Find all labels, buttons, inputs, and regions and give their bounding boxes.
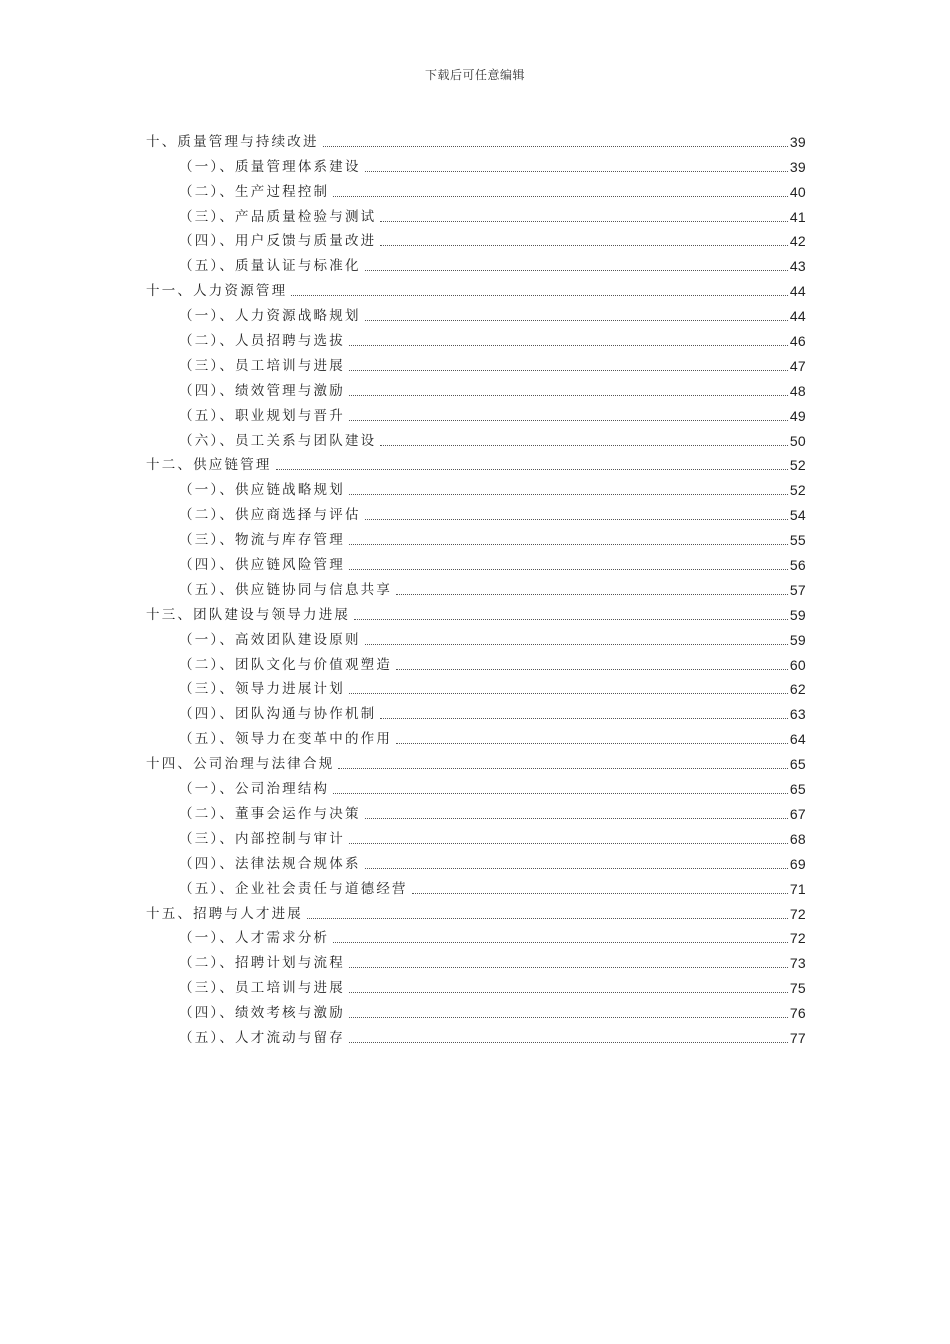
toc-subsection-entry[interactable] xyxy=(146,325,806,350)
toc-page-number: 42 xyxy=(789,233,806,250)
toc-entry-label: （二）、人员招聘与选拔 xyxy=(179,333,345,350)
toc-dot-leader xyxy=(349,370,788,371)
toc-subsection-entry[interactable] xyxy=(146,375,806,400)
toc-dot-leader xyxy=(333,793,788,794)
toc-subsection-entry[interactable] xyxy=(146,474,806,499)
toc-page-number: 40 xyxy=(789,183,806,200)
toc-subsection-entry[interactable] xyxy=(146,698,806,723)
toc-subsection-entry[interactable] xyxy=(146,723,806,748)
toc-dot-leader xyxy=(380,718,787,719)
toc-page-number: 73 xyxy=(789,955,806,972)
toc-subsection-entry[interactable] xyxy=(146,226,806,251)
toc-entry-label: （四）、供应链风险管理 xyxy=(179,557,345,574)
toc-entry-label: 十四、公司治理与法律合规 xyxy=(146,756,335,773)
toc-dot-leader xyxy=(396,594,788,595)
toc-page-number: 49 xyxy=(789,407,806,424)
toc-subsection-entry[interactable] xyxy=(146,400,806,425)
toc-dot-leader xyxy=(396,669,788,670)
toc-subsection-entry[interactable] xyxy=(146,848,806,873)
toc-subsection-entry[interactable] xyxy=(146,524,806,549)
toc-entry-label: （四）、绩效考核与激励 xyxy=(179,1005,345,1022)
toc-entry-label: 十、质量管理与持续改进 xyxy=(146,133,319,150)
toc-page-number: 72 xyxy=(789,930,806,947)
toc-page-number: 44 xyxy=(789,308,806,325)
toc-dot-leader xyxy=(349,1042,788,1043)
toc-page-number: 65 xyxy=(789,756,806,773)
toc-subsection-entry[interactable] xyxy=(146,350,806,375)
toc-subsection-entry[interactable] xyxy=(146,300,806,325)
toc-dot-leader xyxy=(338,768,787,769)
toc-entry-label: （二）、生产过程控制 xyxy=(179,183,330,200)
toc-entry-label: 十五、招聘与人才进展 xyxy=(146,905,303,922)
toc-entry-label: （四）、用户反馈与质量改进 xyxy=(179,233,377,250)
toc-entry-label: （五）、职业规划与晋升 xyxy=(179,407,345,424)
toc-dot-leader xyxy=(380,221,787,222)
toc-entry-label: （三）、内部控制与审计 xyxy=(179,830,345,847)
toc-entry-label: （二）、董事会运作与决策 xyxy=(179,805,361,822)
toc-page-number: 55 xyxy=(789,532,806,549)
toc-dot-leader xyxy=(365,320,788,321)
toc-entry-label: （六）、员工关系与团队建设 xyxy=(179,432,377,449)
toc-dot-leader xyxy=(412,893,788,894)
toc-dot-leader xyxy=(396,743,788,744)
toc-subsection-entry[interactable] xyxy=(146,972,806,997)
toc-page-number: 46 xyxy=(789,333,806,350)
toc-page-number: 50 xyxy=(789,432,806,449)
toc-page-number: 39 xyxy=(789,158,806,175)
toc-entry-label: （五）、质量认证与标准化 xyxy=(179,258,361,275)
toc-entry-label: （三）、领导力进展计划 xyxy=(179,681,345,698)
toc-dot-leader xyxy=(365,519,788,520)
toc-dot-leader xyxy=(291,295,788,296)
toc-dot-leader xyxy=(349,569,788,570)
toc-subsection-entry[interactable] xyxy=(146,923,806,948)
toc-subsection-entry[interactable] xyxy=(146,997,806,1022)
toc-dot-leader xyxy=(349,345,788,346)
toc-section-entry[interactable] xyxy=(146,898,806,923)
toc-entry-label: （五）、供应链协同与信息共享 xyxy=(179,581,393,598)
toc-entry-label: 十一、人力资源管理 xyxy=(146,283,288,300)
toc-subsection-entry[interactable] xyxy=(146,151,806,176)
toc-subsection-entry[interactable] xyxy=(146,798,806,823)
toc-dot-leader xyxy=(349,420,788,421)
toc-subsection-entry[interactable] xyxy=(146,425,806,450)
toc-dot-leader xyxy=(349,544,788,545)
toc-entry-label: （五）、企业社会责任与道德经营 xyxy=(179,880,408,897)
toc-dot-leader xyxy=(365,868,788,869)
toc-subsection-entry[interactable] xyxy=(146,823,806,848)
toc-dot-leader xyxy=(349,843,788,844)
toc-subsection-entry[interactable] xyxy=(146,649,806,674)
toc-page-number: 59 xyxy=(789,606,806,623)
toc-subsection-entry[interactable] xyxy=(146,674,806,699)
toc-page-number: 56 xyxy=(789,557,806,574)
toc-entry-label: （二）、供应商选择与评估 xyxy=(179,507,361,524)
toc-page-number: 65 xyxy=(789,781,806,798)
toc-entry-label: （一）、高效团队建设原则 xyxy=(179,631,361,648)
toc-dot-leader xyxy=(354,619,788,620)
toc-dot-leader xyxy=(333,942,788,943)
toc-page-number: 57 xyxy=(789,581,806,598)
toc-entry-label: （四）、团队沟通与协作机制 xyxy=(179,706,377,723)
toc-page-number: 59 xyxy=(789,631,806,648)
toc-page-number: 67 xyxy=(789,805,806,822)
toc-entry-label: （三）、物流与库存管理 xyxy=(179,532,345,549)
toc-dot-leader xyxy=(380,445,787,446)
toc-subsection-entry[interactable] xyxy=(146,549,806,574)
toc-page-number: 60 xyxy=(789,656,806,673)
toc-entry-label: 十二、供应链管理 xyxy=(146,457,272,474)
toc-dot-leader xyxy=(380,245,787,246)
toc-page-number: 62 xyxy=(789,681,806,698)
toc-entry-label: （四）、法律法规合规体系 xyxy=(179,855,361,872)
toc-subsection-entry[interactable] xyxy=(146,873,806,898)
toc-subsection-entry[interactable] xyxy=(146,574,806,599)
toc-dot-leader xyxy=(365,270,788,271)
toc-dot-leader xyxy=(349,1017,788,1018)
toc-subsection-entry[interactable] xyxy=(146,1022,806,1047)
toc-page-number: 43 xyxy=(789,258,806,275)
toc-dot-leader xyxy=(365,818,788,819)
toc-page-number: 68 xyxy=(789,830,806,847)
page-header: 下载后可任意编辑 xyxy=(424,68,525,82)
toc-page-number: 72 xyxy=(789,905,806,922)
toc-entry-label: （一）、人力资源战略规划 xyxy=(179,308,361,325)
toc-page-number: 39 xyxy=(789,133,806,150)
toc-entry-label: （二）、团队文化与价值观塑造 xyxy=(179,656,393,673)
toc-page-number: 75 xyxy=(789,980,806,997)
toc-section-entry[interactable] xyxy=(146,275,806,300)
toc-subsection-entry[interactable] xyxy=(146,201,806,226)
toc-subsection-entry[interactable] xyxy=(146,176,806,201)
toc-dot-leader xyxy=(349,967,788,968)
toc-subsection-entry[interactable] xyxy=(146,947,806,972)
toc-section-entry[interactable] xyxy=(146,126,806,151)
toc-dot-leader xyxy=(349,494,788,495)
toc-entry-label: （三）、员工培训与进展 xyxy=(179,357,345,374)
toc-dot-leader xyxy=(276,469,788,470)
toc-page-number: 44 xyxy=(789,283,806,300)
toc-entry-label: （五）、领导力在变革中的作用 xyxy=(179,731,393,748)
toc-page-number: 52 xyxy=(789,457,806,474)
toc-dot-leader xyxy=(365,171,788,172)
toc-dot-leader xyxy=(349,992,788,993)
toc-entry-label: （一）、供应链战略规划 xyxy=(179,482,345,499)
toc-subsection-entry[interactable] xyxy=(146,773,806,798)
toc-entry-label: 十三、团队建设与领导力进展 xyxy=(146,606,351,623)
toc-page-number: 54 xyxy=(789,507,806,524)
toc-subsection-entry[interactable] xyxy=(146,499,806,524)
toc-section-entry[interactable] xyxy=(146,450,806,475)
toc-dot-leader xyxy=(365,644,788,645)
toc-page-number: 48 xyxy=(789,382,806,399)
toc-entry-label: （四）、绩效管理与激励 xyxy=(179,382,345,399)
toc-entry-label: （五）、人才流动与留存 xyxy=(179,1029,345,1046)
toc-dot-leader xyxy=(307,918,788,919)
toc-dot-leader xyxy=(333,196,788,197)
toc-section-entry[interactable] xyxy=(146,748,806,773)
toc-page-number: 41 xyxy=(789,208,806,225)
toc-page-number: 71 xyxy=(789,880,806,897)
toc-page-number: 52 xyxy=(789,482,806,499)
toc-page-number: 63 xyxy=(789,706,806,723)
toc-entry-label: （一）、人才需求分析 xyxy=(179,930,330,947)
toc-section-entry[interactable] xyxy=(146,599,806,624)
toc-page-number: 64 xyxy=(789,731,806,748)
table-of-contents xyxy=(146,126,806,1047)
toc-dot-leader xyxy=(323,146,788,147)
toc-page-number: 76 xyxy=(789,1005,806,1022)
toc-entry-label: （一）、公司治理结构 xyxy=(179,781,330,798)
toc-subsection-entry[interactable] xyxy=(146,250,806,275)
toc-entry-label: （三）、员工培训与进展 xyxy=(179,980,345,997)
toc-dot-leader xyxy=(349,395,788,396)
toc-page-number: 69 xyxy=(789,855,806,872)
toc-entry-label: （三）、产品质量检验与测试 xyxy=(179,208,377,225)
toc-dot-leader xyxy=(349,693,788,694)
toc-entry-label: （一）、质量管理体系建设 xyxy=(179,158,361,175)
toc-page-number: 47 xyxy=(789,357,806,374)
toc-page-number: 77 xyxy=(789,1029,806,1046)
toc-subsection-entry[interactable] xyxy=(146,624,806,649)
toc-entry-label: （二）、招聘计划与流程 xyxy=(179,955,345,972)
